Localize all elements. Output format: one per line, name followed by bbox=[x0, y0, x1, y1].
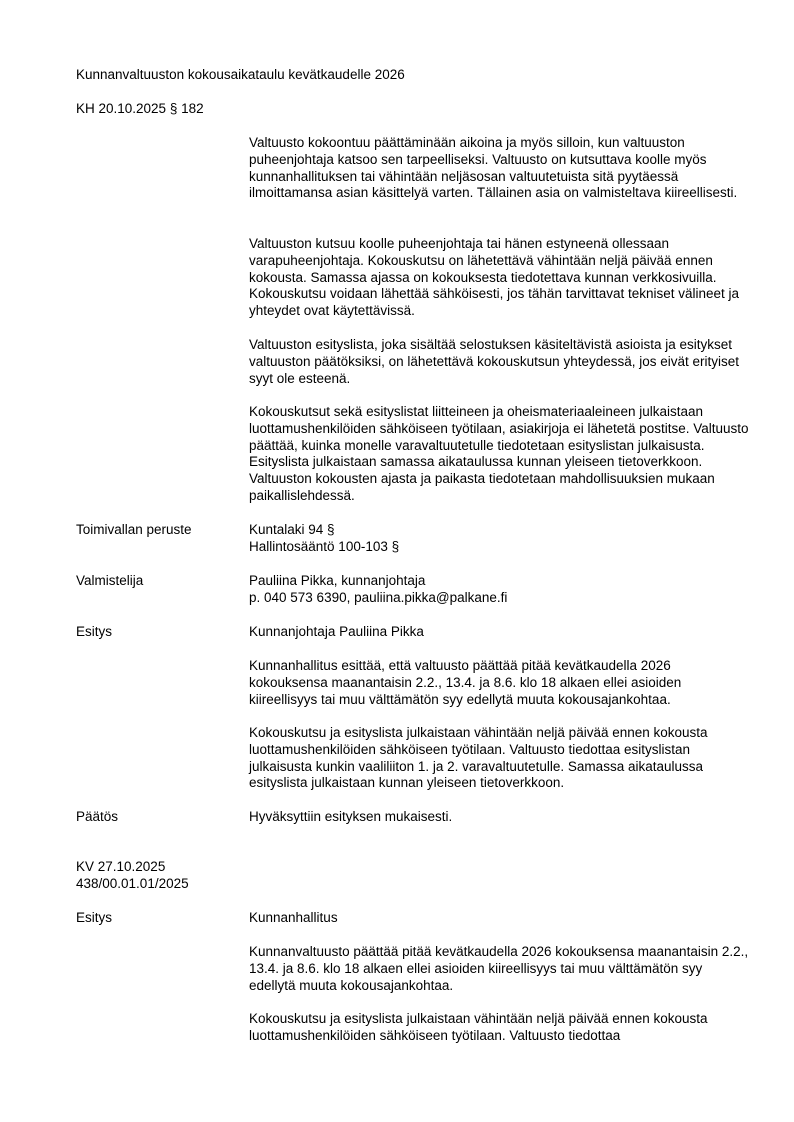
kh-reference: KH 20.10.2025 § 182 bbox=[76, 101, 204, 116]
toimivalta-label: Toimivallan peruste bbox=[76, 522, 192, 537]
kv-esitys-presenter: Kunnanhallitus bbox=[249, 910, 338, 925]
kv-reference bbox=[76, 859, 246, 893]
kh-esitys-presenter: Kunnanjohtaja Pauliina Pikka bbox=[249, 624, 424, 639]
intro-paragraph-3: Valtuuston esityslista, joka sisältää selostuksen käsiteltävistä asioista ja esitykset valtuuston päätöksiksi, on lähetettävä kokouskutsun yhteydessä, jos eivät erityiset syyt ole esteenä. bbox=[249, 337, 740, 386]
paatos-text: Hyväksyttiin esityksen mukaisesti. bbox=[249, 809, 453, 824]
toimivalta-line-2: Hallintosääntö 100-103 § bbox=[249, 538, 400, 554]
kh-esitys-paragraph-2: Kokouskutsu ja esityslista julkaistaan vähintään neljä päivää ennen kokousta luottamushenkilöiden sähköiseen työtilaan. Valtuusto tiedottaa esityslistan julkaisusta kunkin vaaliliiton 1. ja 2. varavaltuutetulle. Samassa aikataulussa esityslista julkaistaan kunnan yleiseen tietoverkkoon. bbox=[249, 725, 708, 791]
toimivalta-line-1: Kuntalaki 94 § bbox=[249, 522, 335, 537]
valmistelija-contact: p. 040 573 6390, pauliina.pikka@palkane.fi bbox=[249, 589, 508, 605]
kv-reference-number: 438/00.01.01/2025 bbox=[76, 875, 189, 891]
kh-esitys-paragraph-1: Kunnanhallitus esittää, että valtuusto päättää pitää kevätkaudella 2026 kokouksensa maanantaisin 2.2., 13.4. ja 8.6. klo 18 alkaen ellei asioiden kiireellisyys tai muu välttämätön syy edellytä muuta kokousajankohtaa. bbox=[249, 658, 682, 707]
paatos-label: Päätös bbox=[76, 809, 119, 824]
toimivalta-value bbox=[249, 522, 749, 556]
valmistelija-value bbox=[249, 573, 749, 607]
intro-paragraph-4: Kokouskutsut sekä esityslistat liitteineen ja oheismateriaaleineen julkaistaan luottamushenkilöiden sähköiseen työtilaan, asiakirjoja ei lähetetä postitse. Valtuusto päättää, kuinka monelle varavaltuutetulle tiedotetaan esityslistan julkaisusta. Esityslista julkaistaan samassa aikataulussa kunnan yleiseen tietoverkkoon. Valtuuston kokousten ajasta ja paikasta tiedotetaan mahdollisuuksien mukaan paikallislehdessä. bbox=[249, 404, 749, 503]
kv-esitys-paragraph-1: Kunnanvaltuusto päättää pitää kevätkaudella 2026 kokouksensa maanantaisin 2.2., 13.4. ja 8.6. klo 18 alkaen ellei asioiden kiireellisyys tai muu välttämätön syy edellytä muuta kokousajankohtaa. bbox=[249, 944, 749, 993]
valmistelija-name: Pauliina Pikka, kunnanjohtaja bbox=[249, 573, 426, 588]
kv-esitys-label: Esitys bbox=[76, 910, 113, 925]
document-title: Kunnanvaltuuston kokousaikataulu kevätkaudelle 2026 bbox=[76, 67, 405, 82]
valmistelija-label: Valmistelija bbox=[76, 573, 144, 588]
kh-esitys-label: Esitys bbox=[76, 624, 113, 639]
kv-reference-date: KV 27.10.2025 bbox=[76, 859, 166, 874]
intro-paragraph-2: Valtuuston kutsuu koolle puheenjohtaja tai hänen estyneenä ollessaan varapuheenjohtaja. Kokouskutsu on lähetettävä vähintään neljä päivää ennen kokousta. Samassa ajassa on kokouksesta tiedotettava kunnan verkkosivuilla. Kokouskutsu voidaan lähettää sähköisesti, jos tähän tarvittavat tekniset välineet ja yhteydet ovat käytettävissä. bbox=[249, 236, 740, 319]
intro-paragraph-1: Valtuusto kokoontuu päättäminään aikoina ja myös silloin, kun valtuuston puheenjohtaja katsoo sen tarpeelliseksi. Valtuusto on kutsuttava koolle myös kunnanhallituksen tai vähintään neljäsosan valtuutetuista sitä pyytäessä ilmoittamansa asian käsittelyä varten. Tällainen asia on valmisteltava kiireellisesti. bbox=[249, 135, 738, 201]
kv-esitys-paragraph-2: Kokouskutsu ja esityslista julkaistaan vähintään neljä päivää ennen kokousta luottamushenkilöiden sähköiseen työtilaan. Valtuusto tiedottaa bbox=[249, 1011, 708, 1043]
